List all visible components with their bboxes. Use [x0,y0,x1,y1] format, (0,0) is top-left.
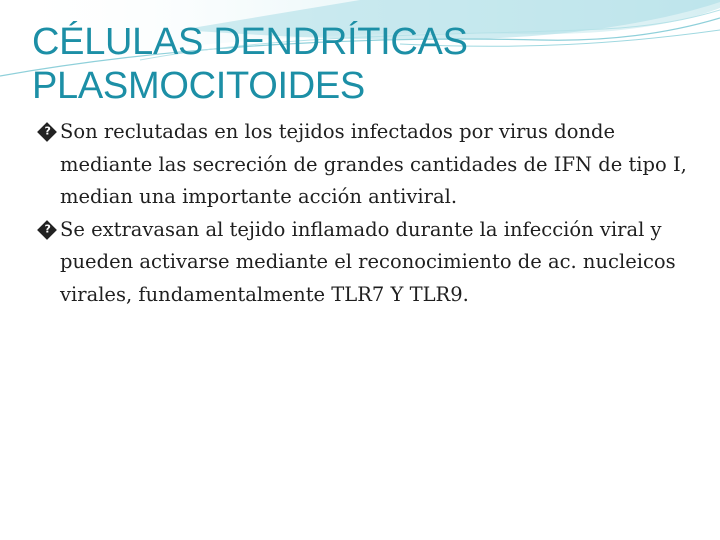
bullet-list [40,116,705,311]
replacement-char-icon [40,214,54,248]
bullet-text: Son reclutadas en los tejidos infectados por virus donde mediante las secreción de grandes cantidades de IFN de tipo I, median una importante acción antiviral. [60,120,687,208]
bullet-text: Se extravasan al tejido inflamado durante la infección viral y pueden activarse mediante el reconocimiento de ac. nucleicos virales, fundamentalmente TLR7 Y TLR9. [60,217,676,306]
bullet-item [40,116,705,214]
title-line-2: PLASMOCITOIDES [32,65,365,107]
slide-title [32,20,468,108]
bullet-item [40,214,705,312]
replacement-char-icon [40,116,54,150]
title-line-1: CÉLULAS DENDRÍTICAS [32,21,468,63]
